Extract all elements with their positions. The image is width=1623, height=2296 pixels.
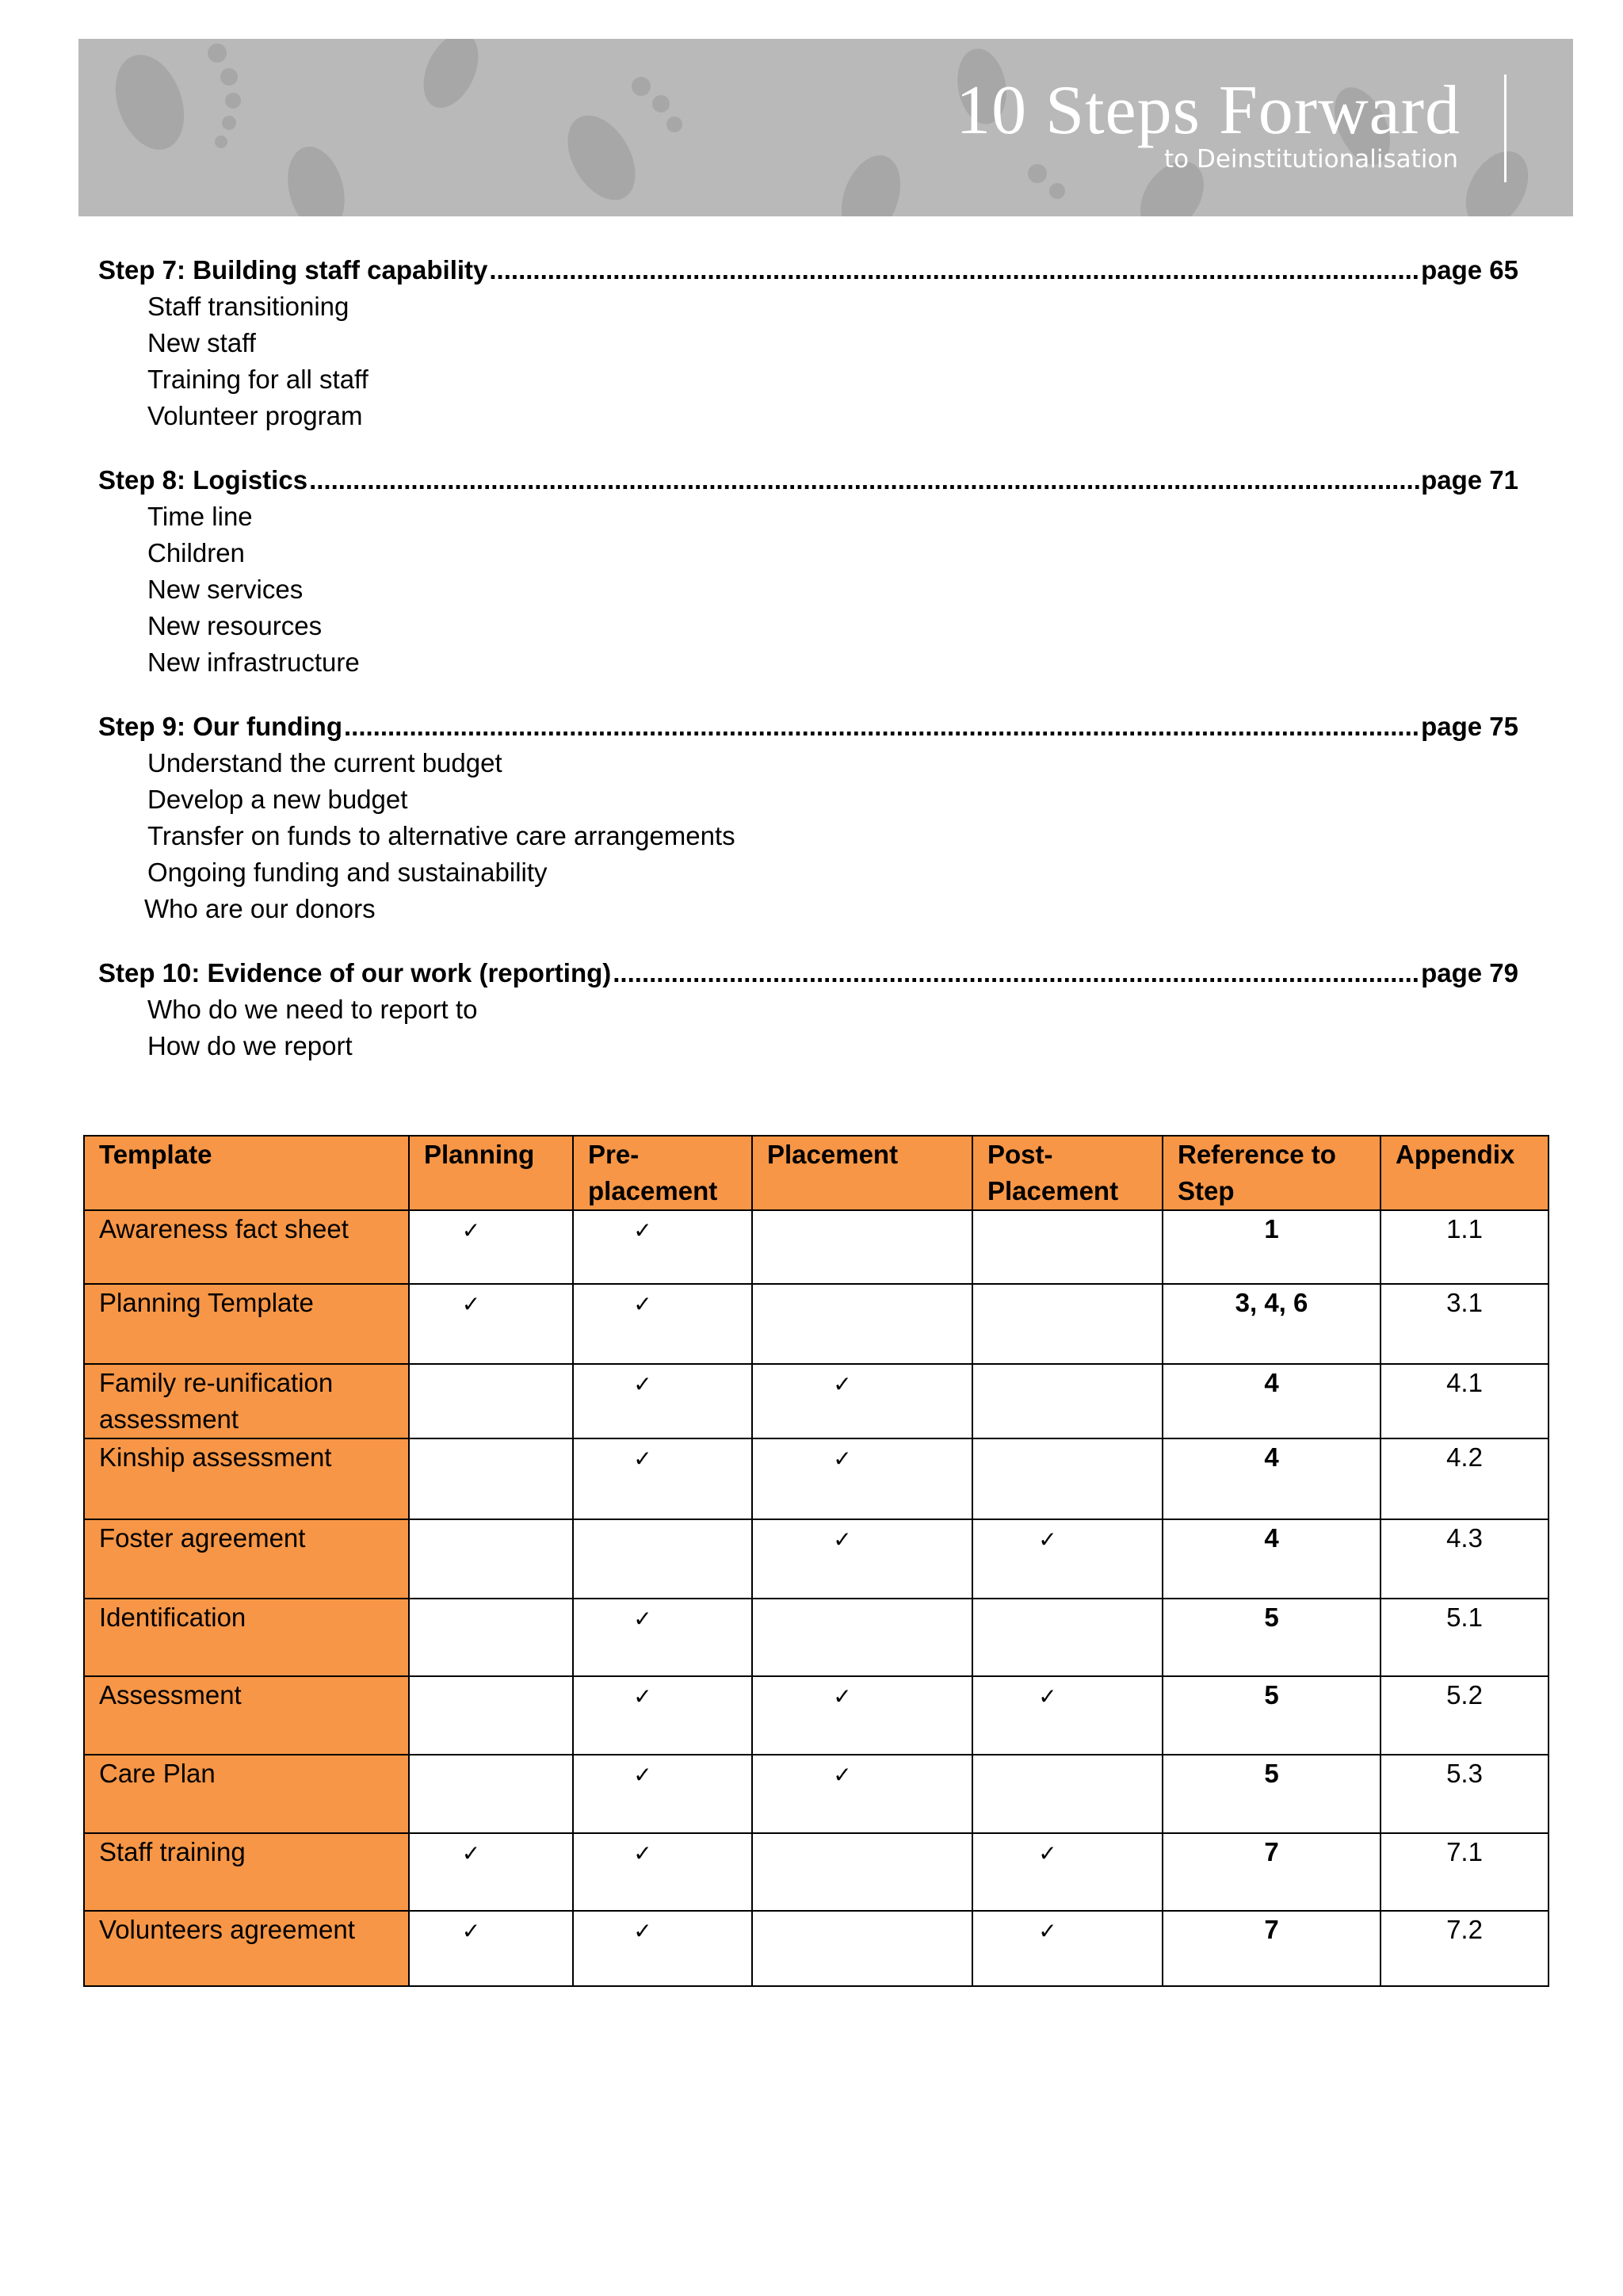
checkmark-icon: ✓ xyxy=(633,1683,652,1710)
phase-post-cell xyxy=(972,1755,1163,1833)
phase-placement-cell xyxy=(752,1676,972,1755)
appendix-cell: 5.2 xyxy=(1381,1676,1549,1755)
phase-planning-cell xyxy=(409,1364,573,1438)
table-row xyxy=(84,1911,1549,1986)
table-row xyxy=(84,1599,1549,1676)
appendix-cell: 7.1 xyxy=(1381,1833,1549,1911)
banner-divider xyxy=(1504,74,1507,182)
toc-sub-item: Ongoing funding and sustainability xyxy=(147,858,548,887)
reference-step-cell: 4 xyxy=(1163,1438,1381,1519)
checkmark-icon: ✓ xyxy=(633,1918,652,1944)
phase-pre-cell xyxy=(573,1599,752,1676)
toc-sub-item: Time line xyxy=(147,502,253,531)
toc-leader-dots xyxy=(344,709,1419,745)
toc-sub-item: New infrastructure xyxy=(147,648,360,677)
toc-step-10 xyxy=(98,955,1518,1064)
reference-step-cell: 7 xyxy=(1163,1833,1381,1911)
table-row xyxy=(84,1438,1549,1519)
checkmark-icon: ✓ xyxy=(833,1683,852,1710)
phase-post-cell xyxy=(972,1210,1163,1284)
toc-leader-dots xyxy=(309,462,1419,499)
phase-placement-cell xyxy=(752,1599,972,1676)
template-name-cell: Awareness fact sheet xyxy=(84,1210,409,1284)
toc-sub-item: Training for all staff xyxy=(147,365,369,394)
toc-step-heading[interactable] xyxy=(98,462,1518,499)
checkmark-icon: ✓ xyxy=(461,1918,481,1944)
appendix-cell: 4.2 xyxy=(1381,1438,1549,1519)
toc-step-heading[interactable] xyxy=(98,709,1518,745)
phase-planning-cell xyxy=(409,1676,573,1755)
column-header-reference-step: Reference to Step xyxy=(1163,1136,1381,1210)
reference-step-cell: 5 xyxy=(1163,1676,1381,1755)
checkmark-icon: ✓ xyxy=(833,1371,852,1397)
phase-placement-cell xyxy=(752,1210,972,1284)
toc-step-heading[interactable] xyxy=(98,252,1518,288)
checkmark-icon: ✓ xyxy=(461,1840,481,1866)
toc-sub-item: Transfer on funds to alternative care arrangements xyxy=(147,821,735,850)
header-banner xyxy=(78,39,1573,216)
reference-step-cell: 4 xyxy=(1163,1519,1381,1599)
phase-planning-cell xyxy=(409,1210,573,1284)
reference-step-cell: 7 xyxy=(1163,1911,1381,1986)
phase-placement-cell xyxy=(752,1911,972,1986)
phase-post-cell xyxy=(972,1364,1163,1438)
phase-post-cell xyxy=(972,1438,1163,1519)
toc-sub-list xyxy=(98,745,1518,927)
column-header-pre-placement: Pre-placement xyxy=(573,1136,752,1210)
toc-step-title: Step 8: Logistics xyxy=(98,465,308,495)
table-row xyxy=(84,1755,1549,1833)
toc-step-heading[interactable] xyxy=(98,955,1518,991)
table-of-contents xyxy=(98,252,1518,1092)
toc-step-page: page 65 xyxy=(1421,255,1518,285)
checkmark-icon: ✓ xyxy=(633,1606,652,1632)
checkmark-icon: ✓ xyxy=(633,1762,652,1788)
phase-pre-cell xyxy=(573,1755,752,1833)
table-row xyxy=(84,1833,1549,1911)
phase-placement-cell xyxy=(752,1755,972,1833)
reference-step-cell: 5 xyxy=(1163,1755,1381,1833)
appendix-cell: 7.2 xyxy=(1381,1911,1549,1986)
toc-sub-list xyxy=(98,499,1518,681)
phase-placement-cell xyxy=(752,1519,972,1599)
appendix-cell: 1.1 xyxy=(1381,1210,1549,1284)
column-header-template: Template xyxy=(84,1136,409,1210)
phase-post-cell xyxy=(972,1284,1163,1364)
phase-pre-cell xyxy=(573,1833,752,1911)
phase-pre-cell xyxy=(573,1676,752,1755)
template-name-cell: Staff training xyxy=(84,1833,409,1911)
checkmark-icon: ✓ xyxy=(833,1526,852,1553)
table-header-row xyxy=(84,1136,1549,1210)
checkmark-icon: ✓ xyxy=(633,1291,652,1317)
toc-step-title: Step 10: Evidence of our work (reporting) xyxy=(98,958,612,988)
toc-sub-item: Children xyxy=(147,538,245,567)
column-header-post-placement: Post-Placement xyxy=(972,1136,1163,1210)
toc-step-page: page 71 xyxy=(1421,465,1518,495)
toc-step-page: page 75 xyxy=(1421,712,1518,741)
phase-planning-cell xyxy=(409,1911,573,1986)
toc-sub-list xyxy=(98,288,1518,434)
toc-sub-item: Understand the current budget xyxy=(147,748,502,777)
appendix-cell: 5.1 xyxy=(1381,1599,1549,1676)
checkmark-icon: ✓ xyxy=(1038,1683,1057,1710)
toc-sub-item: How do we report xyxy=(147,1031,353,1060)
template-name-cell: Family re-unification assessment xyxy=(84,1364,409,1438)
toc-sub-item: Who are our donors xyxy=(144,894,376,923)
phase-post-cell xyxy=(972,1911,1163,1986)
column-header-placement: Placement xyxy=(752,1136,972,1210)
appendix-cell: 5.3 xyxy=(1381,1755,1549,1833)
table-row xyxy=(84,1519,1549,1599)
table-body xyxy=(84,1210,1549,1986)
phase-pre-cell xyxy=(573,1438,752,1519)
checkmark-icon: ✓ xyxy=(1038,1918,1057,1944)
appendix-cell: 3.1 xyxy=(1381,1284,1549,1364)
phase-placement-cell xyxy=(752,1284,972,1364)
template-name-cell: Identification xyxy=(84,1599,409,1676)
phase-post-cell xyxy=(972,1519,1163,1599)
column-header-appendix: Appendix xyxy=(1381,1136,1549,1210)
template-name-cell: Assessment xyxy=(84,1676,409,1755)
checkmark-icon: ✓ xyxy=(833,1762,852,1788)
toc-step-title: Step 9: Our funding xyxy=(98,712,342,741)
toc-sub-item: Staff transitioning xyxy=(147,292,349,321)
toc-sub-item: Develop a new budget xyxy=(147,785,408,814)
checkmark-icon: ✓ xyxy=(461,1291,481,1317)
table-row xyxy=(84,1364,1549,1438)
toc-sub-item: New staff xyxy=(147,328,256,357)
template-name-cell: Volunteers agreement xyxy=(84,1911,409,1986)
toc-sub-item: New services xyxy=(147,575,304,604)
phase-placement-cell xyxy=(752,1364,972,1438)
toc-sub-item: New resources xyxy=(147,611,323,640)
toc-sub-item: Who do we need to report to xyxy=(147,995,478,1024)
toc-sub-item: Volunteer program xyxy=(147,401,363,430)
toc-step-9 xyxy=(98,709,1518,927)
phase-planning-cell xyxy=(409,1519,573,1599)
phase-placement-cell xyxy=(752,1833,972,1911)
phase-pre-cell xyxy=(573,1519,752,1599)
phase-placement-cell xyxy=(752,1438,972,1519)
toc-sub-list xyxy=(98,991,1518,1064)
reference-step-cell: 4 xyxy=(1163,1364,1381,1438)
checkmark-icon: ✓ xyxy=(461,1217,481,1244)
table-row xyxy=(84,1284,1549,1364)
toc-leader-dots xyxy=(613,955,1419,991)
toc-step-page: page 79 xyxy=(1421,958,1518,988)
reference-step-cell: 5 xyxy=(1163,1599,1381,1676)
banner-title: 10 Steps Forward xyxy=(956,72,1461,149)
phase-planning-cell xyxy=(409,1833,573,1911)
reference-step-cell: 1 xyxy=(1163,1210,1381,1284)
phase-pre-cell xyxy=(573,1284,752,1364)
phase-planning-cell xyxy=(409,1438,573,1519)
appendix-cell: 4.3 xyxy=(1381,1519,1549,1599)
phase-pre-cell xyxy=(573,1210,752,1284)
toc-leader-dots xyxy=(489,252,1419,288)
appendix-cell: 4.1 xyxy=(1381,1364,1549,1438)
checkmark-icon: ✓ xyxy=(633,1840,652,1866)
phase-post-cell xyxy=(972,1833,1163,1911)
table-row xyxy=(84,1210,1549,1284)
phase-post-cell xyxy=(972,1599,1163,1676)
phase-planning-cell xyxy=(409,1599,573,1676)
checkmark-icon: ✓ xyxy=(633,1371,652,1397)
table-row xyxy=(84,1676,1549,1755)
template-name-cell: Kinship assessment xyxy=(84,1438,409,1519)
phase-pre-cell xyxy=(573,1911,752,1986)
phase-planning-cell xyxy=(409,1284,573,1364)
template-name-cell: Foster agreement xyxy=(84,1519,409,1599)
checkmark-icon: ✓ xyxy=(633,1446,652,1472)
phase-planning-cell xyxy=(409,1755,573,1833)
banner-subtitle: to Deinstitutionalisation xyxy=(1163,145,1458,174)
checkmark-icon: ✓ xyxy=(833,1446,852,1472)
toc-step-8 xyxy=(98,462,1518,681)
phase-pre-cell xyxy=(573,1364,752,1438)
template-name-cell: Planning Template xyxy=(84,1284,409,1364)
checkmark-icon: ✓ xyxy=(1038,1526,1057,1553)
templates-table xyxy=(83,1135,1549,1987)
checkmark-icon: ✓ xyxy=(1038,1840,1057,1866)
reference-step-cell: 3, 4, 6 xyxy=(1163,1284,1381,1364)
toc-step-7 xyxy=(98,252,1518,434)
toc-step-title: Step 7: Building staff capability xyxy=(98,255,488,285)
template-name-cell: Care Plan xyxy=(84,1755,409,1833)
checkmark-icon: ✓ xyxy=(633,1217,652,1244)
phase-post-cell xyxy=(972,1676,1163,1755)
column-header-planning: Planning xyxy=(409,1136,573,1210)
